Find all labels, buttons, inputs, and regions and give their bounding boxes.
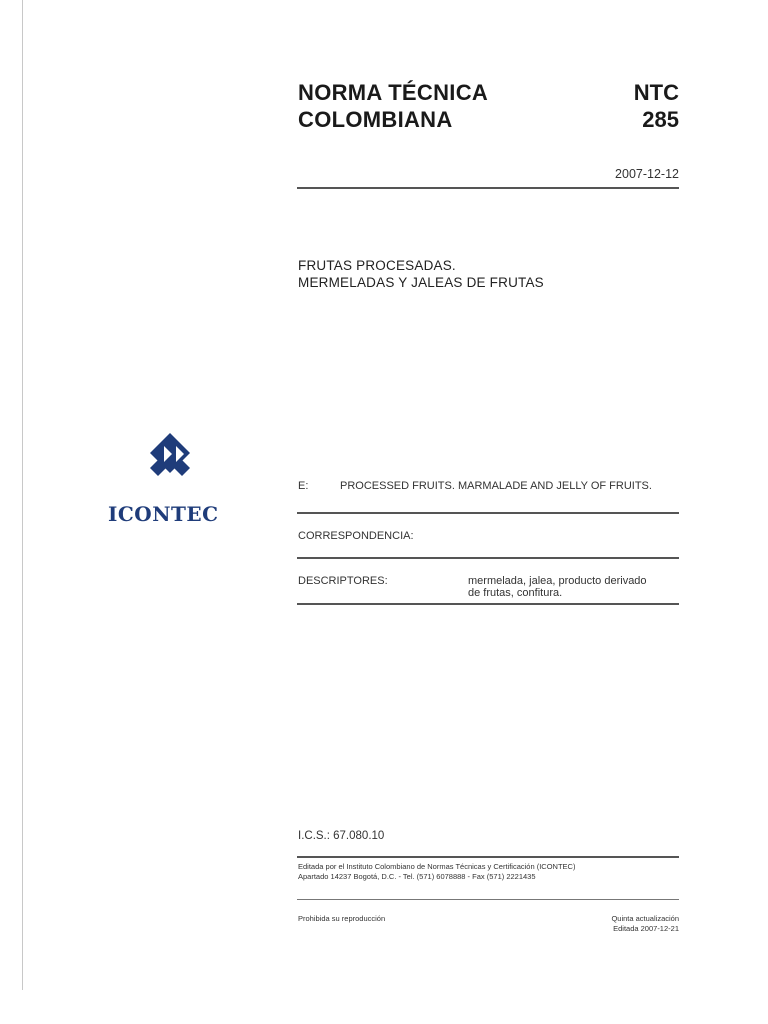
title-line-1: NORMA TÉCNICA xyxy=(298,80,489,105)
divider-publisher xyxy=(297,899,679,900)
divider-correspondencia xyxy=(297,557,679,559)
subject-line-1: FRUTAS PROCESADAS. xyxy=(298,258,456,273)
standard-code-prefix: NTC xyxy=(633,80,679,105)
ics-code: I.C.S.: 67.080.10 xyxy=(298,830,385,842)
descriptores-line-1: mermelada, jalea, producto derivado xyxy=(468,575,647,587)
publisher-line-2: Apartado 14237 Bogotá, D.C. - Tel. (571) 6078888 - Fax (571) 2221435 xyxy=(298,872,536,881)
logo-wordmark: ICONTEC xyxy=(108,502,219,526)
header-divider xyxy=(297,187,679,189)
reproduction-notice: Prohibida su reproducción xyxy=(298,914,386,923)
edition-info xyxy=(540,914,679,934)
publisher-line-1: Editada por el Instituto Colombiano de Normas Técnicas y Certificación (ICONTEC) xyxy=(298,862,576,871)
date: 2007-12-12 xyxy=(615,167,679,181)
descriptores-line-2: de frutas, confitura. xyxy=(468,587,563,599)
subject-line-2: MERMELADAS Y JALEAS DE FRUTAS xyxy=(298,275,544,290)
icontec-logo xyxy=(108,430,222,530)
publisher-info xyxy=(298,862,679,882)
descriptores-value xyxy=(468,575,679,599)
divider-english xyxy=(297,512,679,514)
correspondencia-label: CORRESPONDENCIA: xyxy=(298,530,414,542)
margin-rule xyxy=(22,0,23,990)
standard-code-number: 285 xyxy=(642,107,679,132)
edition-line-2: Editada 2007-12-21 xyxy=(613,924,679,933)
english-label: E: xyxy=(298,480,309,492)
english-title: PROCESSED FRUITS. MARMALADE AND JELLY OF FRUITS. xyxy=(340,480,652,492)
divider-descriptores xyxy=(297,603,679,605)
descriptores-label: DESCRIPTORES: xyxy=(298,575,388,587)
edition-line-1: Quinta actualización xyxy=(611,914,679,923)
divider-ics xyxy=(297,856,679,858)
title-line-2: COLOMBIANA xyxy=(298,107,453,132)
icontec-emblem-icon xyxy=(132,430,222,490)
